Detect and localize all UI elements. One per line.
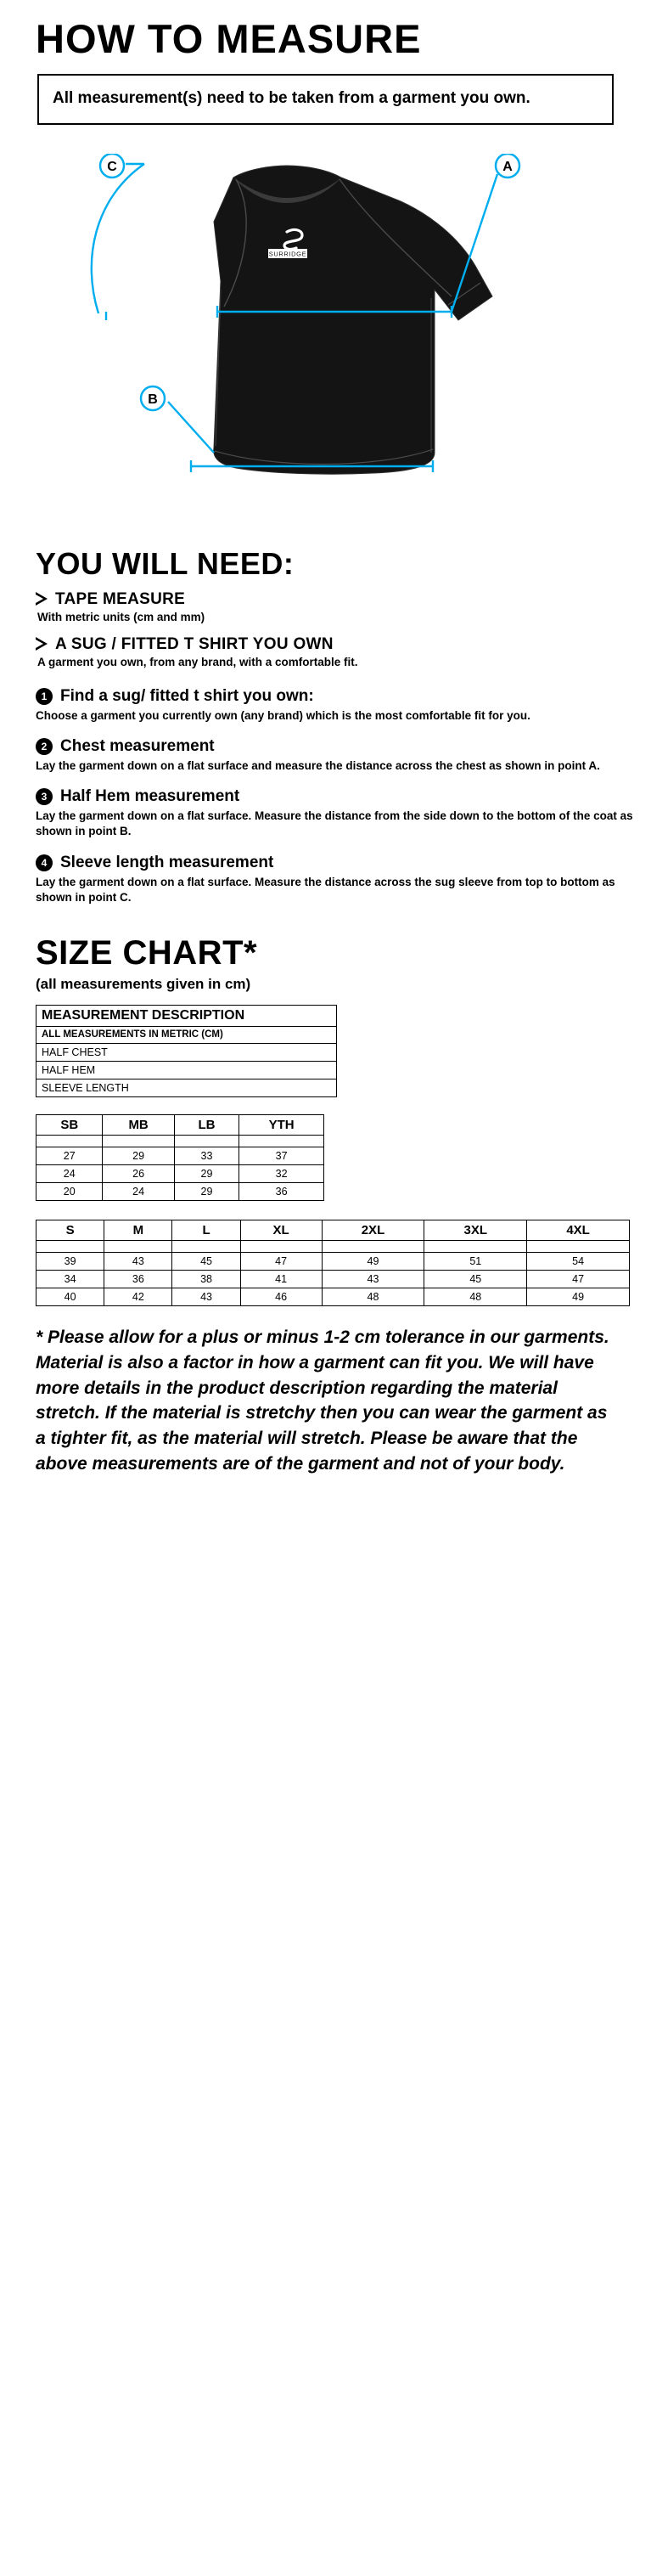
triangle-bullet-icon xyxy=(36,592,48,606)
column-header: SB xyxy=(36,1114,103,1135)
description-row: HALF CHEST xyxy=(36,1043,337,1061)
description-subheader: ALL MEASUREMENTS IN METRIC (CM) xyxy=(36,1026,337,1043)
table-row xyxy=(36,1147,324,1164)
size-chart-heading: SIZE CHART* xyxy=(36,933,258,972)
cell: 40 xyxy=(36,1288,104,1305)
table-row xyxy=(36,1079,337,1096)
cell: 54 xyxy=(527,1252,630,1270)
step-body: Lay the garment down on a flat surface and measure the distance across the chest as shown in point A. xyxy=(36,758,600,772)
need-item xyxy=(36,635,634,668)
step-body: Lay the garment down on a flat surface. Measure the distance from the side down to the bottom of the coat as shown in point B. xyxy=(36,809,633,838)
size-chart-subtitle: (all measurements given in cm) xyxy=(36,975,251,992)
youth-size-table xyxy=(36,1114,324,1201)
step-number-badge: 3 xyxy=(36,788,53,805)
table-header-row xyxy=(36,1114,324,1135)
cell: 33 xyxy=(174,1147,239,1164)
cell: 32 xyxy=(239,1164,324,1182)
cell: 36 xyxy=(104,1270,172,1288)
cell: 43 xyxy=(172,1288,240,1305)
table-row xyxy=(36,1061,337,1079)
notice-text: All measurement(s) need to be taken from a garment you own. xyxy=(53,89,530,107)
column-header: S xyxy=(36,1220,104,1240)
step-number-badge: 2 xyxy=(36,738,53,755)
column-header: YTH xyxy=(239,1114,324,1135)
column-header: MB xyxy=(103,1114,174,1135)
step-number-badge: 1 xyxy=(36,688,53,705)
table-spacer-row xyxy=(36,1240,630,1252)
cell: 42 xyxy=(104,1288,172,1305)
step-title: Chest measurement xyxy=(60,736,215,755)
step-body: Lay the garment down on a flat surface. Measure the distance across the sug sleeve from top to bottom as shown in point C. xyxy=(36,875,615,904)
column-header: 2XL xyxy=(322,1220,424,1240)
cell: 20 xyxy=(36,1182,103,1200)
cell: 39 xyxy=(36,1252,104,1270)
column-header: M xyxy=(104,1220,172,1240)
label-c-badge xyxy=(100,154,124,178)
cell: 45 xyxy=(172,1252,240,1270)
cell: 41 xyxy=(240,1270,322,1288)
cell: 27 xyxy=(36,1147,103,1164)
cell: 26 xyxy=(103,1164,174,1182)
table-spacer-row xyxy=(36,1135,324,1147)
cell: 43 xyxy=(104,1252,172,1270)
cell: 24 xyxy=(103,1182,174,1200)
cell: 47 xyxy=(240,1252,322,1270)
cell: 51 xyxy=(424,1252,527,1270)
shirt-illustration xyxy=(214,166,492,474)
description-row: SLEEVE LENGTH xyxy=(36,1079,337,1096)
step-body: Choose a garment you currently own (any brand) which is the most comfortable fit for you. xyxy=(36,708,530,722)
table-row xyxy=(36,1005,337,1026)
column-header: 4XL xyxy=(527,1220,630,1240)
cell: 29 xyxy=(174,1164,239,1182)
cell: 45 xyxy=(424,1270,527,1288)
cell: 48 xyxy=(424,1288,527,1305)
step-title: Find a sug/ fitted t shirt you own: xyxy=(60,686,314,705)
cell: 29 xyxy=(174,1182,239,1200)
cell: 37 xyxy=(239,1147,324,1164)
step-item xyxy=(36,737,634,774)
cell: 47 xyxy=(527,1270,630,1288)
steps-list xyxy=(36,687,634,905)
table-row xyxy=(36,1252,630,1270)
you-will-need-list xyxy=(36,590,634,668)
label-a-badge xyxy=(496,154,519,178)
need-item-sub: A garment you own, from any brand, with a comfortable fit. xyxy=(37,655,358,668)
page-title: HOW TO MEASURE xyxy=(36,16,422,61)
cell: 36 xyxy=(239,1182,324,1200)
table-row xyxy=(36,1288,630,1305)
column-header: L xyxy=(172,1220,240,1240)
cell: 49 xyxy=(527,1288,630,1305)
table-row xyxy=(36,1026,337,1043)
table-row xyxy=(36,1270,630,1288)
svg-text:SURRIDGE: SURRIDGE xyxy=(268,250,307,258)
table-row xyxy=(36,1043,337,1061)
column-header: 3XL xyxy=(424,1220,527,1240)
need-item-sub: With metric units (cm and mm) xyxy=(37,610,205,623)
description-header: MEASUREMENT DESCRIPTION xyxy=(36,1005,337,1026)
cell: 38 xyxy=(172,1270,240,1288)
column-header: LB xyxy=(174,1114,239,1135)
cell: 34 xyxy=(36,1270,104,1288)
svg-text:A: A xyxy=(502,159,513,174)
you-will-need-heading: YOU WILL NEED: xyxy=(36,545,295,581)
table-row xyxy=(36,1182,324,1200)
need-item-title: TAPE MEASURE xyxy=(55,589,186,608)
adult-size-table xyxy=(36,1220,630,1306)
step-item xyxy=(36,854,634,905)
how-to-measure-page xyxy=(0,15,651,2576)
step-item xyxy=(36,687,634,724)
step-title: Sleeve length measurement xyxy=(60,853,274,871)
step-number-badge: 4 xyxy=(36,854,53,871)
cell: 24 xyxy=(36,1164,103,1182)
garment-measurement-diagram xyxy=(17,154,634,519)
svg-text:B: B xyxy=(148,392,158,407)
description-row: HALF HEM xyxy=(36,1061,337,1079)
step-item xyxy=(36,787,634,839)
table-header-row xyxy=(36,1220,630,1240)
need-item xyxy=(36,590,634,623)
need-item-title: A SUG / FITTED T SHIRT YOU OWN xyxy=(55,634,334,653)
step-title: Half Hem measurement xyxy=(60,787,240,806)
cell: 49 xyxy=(322,1252,424,1270)
triangle-bullet-icon xyxy=(36,637,48,651)
cell: 29 xyxy=(103,1147,174,1164)
measurement-description-table xyxy=(36,1005,337,1097)
table-row xyxy=(36,1164,324,1182)
tolerance-footnote: * Please allow for a plus or minus 1-2 cm tolerance in our garments. Material is also a factor in how a garment can fit you. We will have more details in the product description regarding the material stretch. If the material is stretchy then you can wear the garment as a tighter fit, as the material will stretch. Please be aware that the above measurements are of the garment and not of your body. xyxy=(36,1327,609,1474)
column-header: XL xyxy=(240,1220,322,1240)
notice-box xyxy=(37,74,614,125)
cell: 48 xyxy=(322,1288,424,1305)
label-b-badge xyxy=(141,386,165,410)
svg-text:C: C xyxy=(107,159,117,174)
cell: 43 xyxy=(322,1270,424,1288)
cell: 46 xyxy=(240,1288,322,1305)
